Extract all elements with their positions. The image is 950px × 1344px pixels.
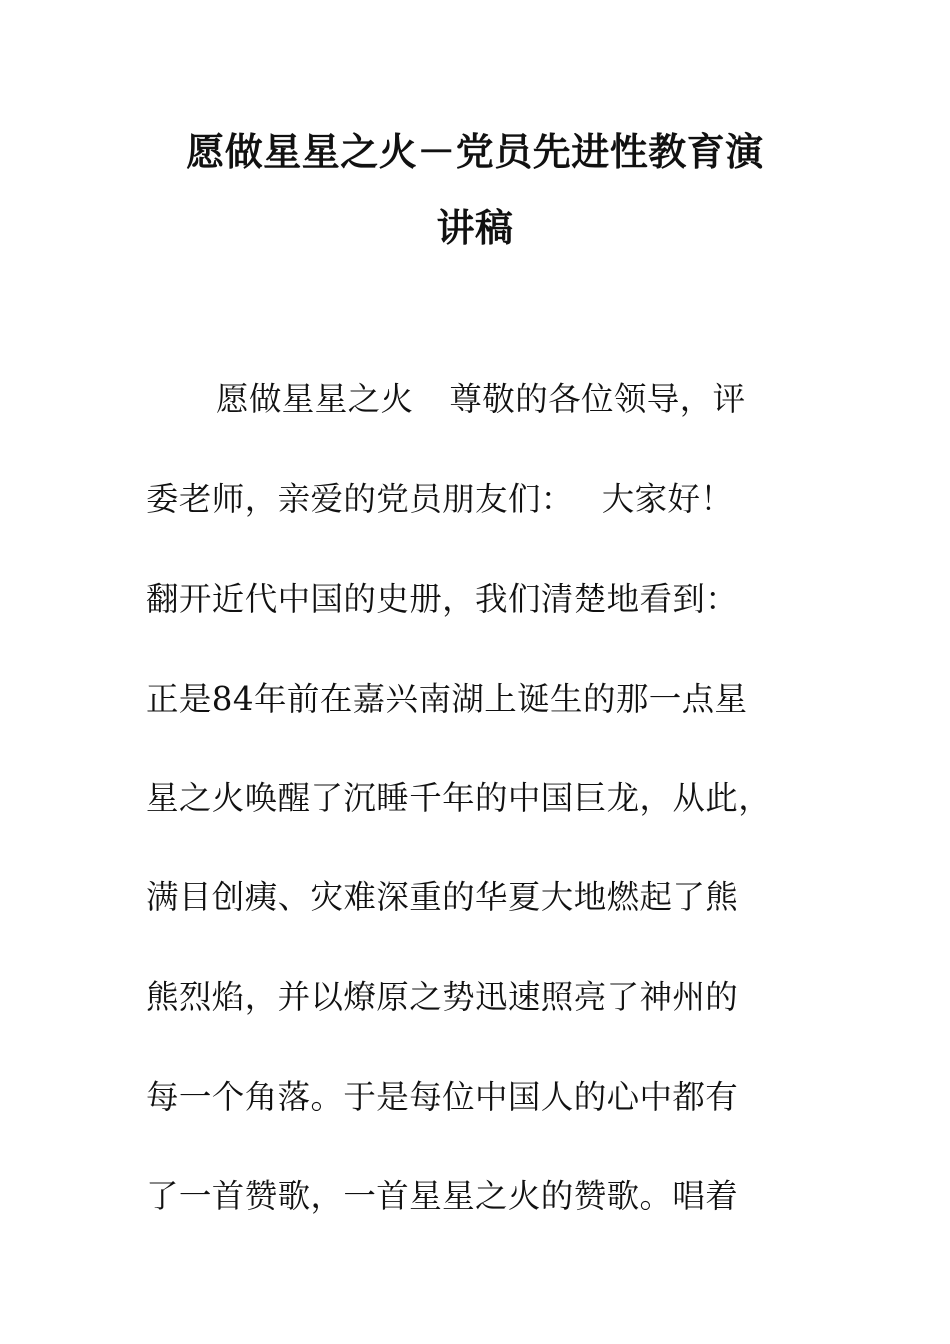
paragraph-line-5: 星之火唤醒了沉睡千年的中国巨龙，从此， (146, 779, 772, 817)
greeting-continued: 委老师，亲爱的党员朋友们： (146, 480, 574, 518)
document-title-line-1: 愿做星星之火－党员先进性教育演 (186, 130, 764, 174)
document-title-line-2: 讲稿 (436, 206, 514, 250)
paragraph-line-2 (146, 480, 806, 518)
paragraph-line-1 (146, 380, 876, 418)
paragraph-line-7: 熊烈焰，并以燎原之势迅速照亮了神州的 (146, 978, 739, 1016)
paragraph-line-9: 了一首赞歌，一首星星之火的赞歌。唱着 (146, 1177, 739, 1215)
greeting-start: 尊敬的各位领导，评 (449, 380, 746, 418)
paragraph-line-4: 正是84年前在嘉兴南湖上诞生的那一点星 (146, 680, 748, 718)
speech-heading: 愿做星星之火 (216, 380, 414, 418)
paragraph-line-6: 满目创痍、灾难深重的华夏大地燃起了熊 (146, 878, 739, 916)
paragraph-line-3: 翻开近代中国的史册，我们清楚地看到： (146, 580, 739, 618)
greeting-hello: 大家好！ (601, 480, 734, 518)
paragraph-line-8: 每一个角落。于是每位中国人的心中都有 (146, 1078, 739, 1116)
